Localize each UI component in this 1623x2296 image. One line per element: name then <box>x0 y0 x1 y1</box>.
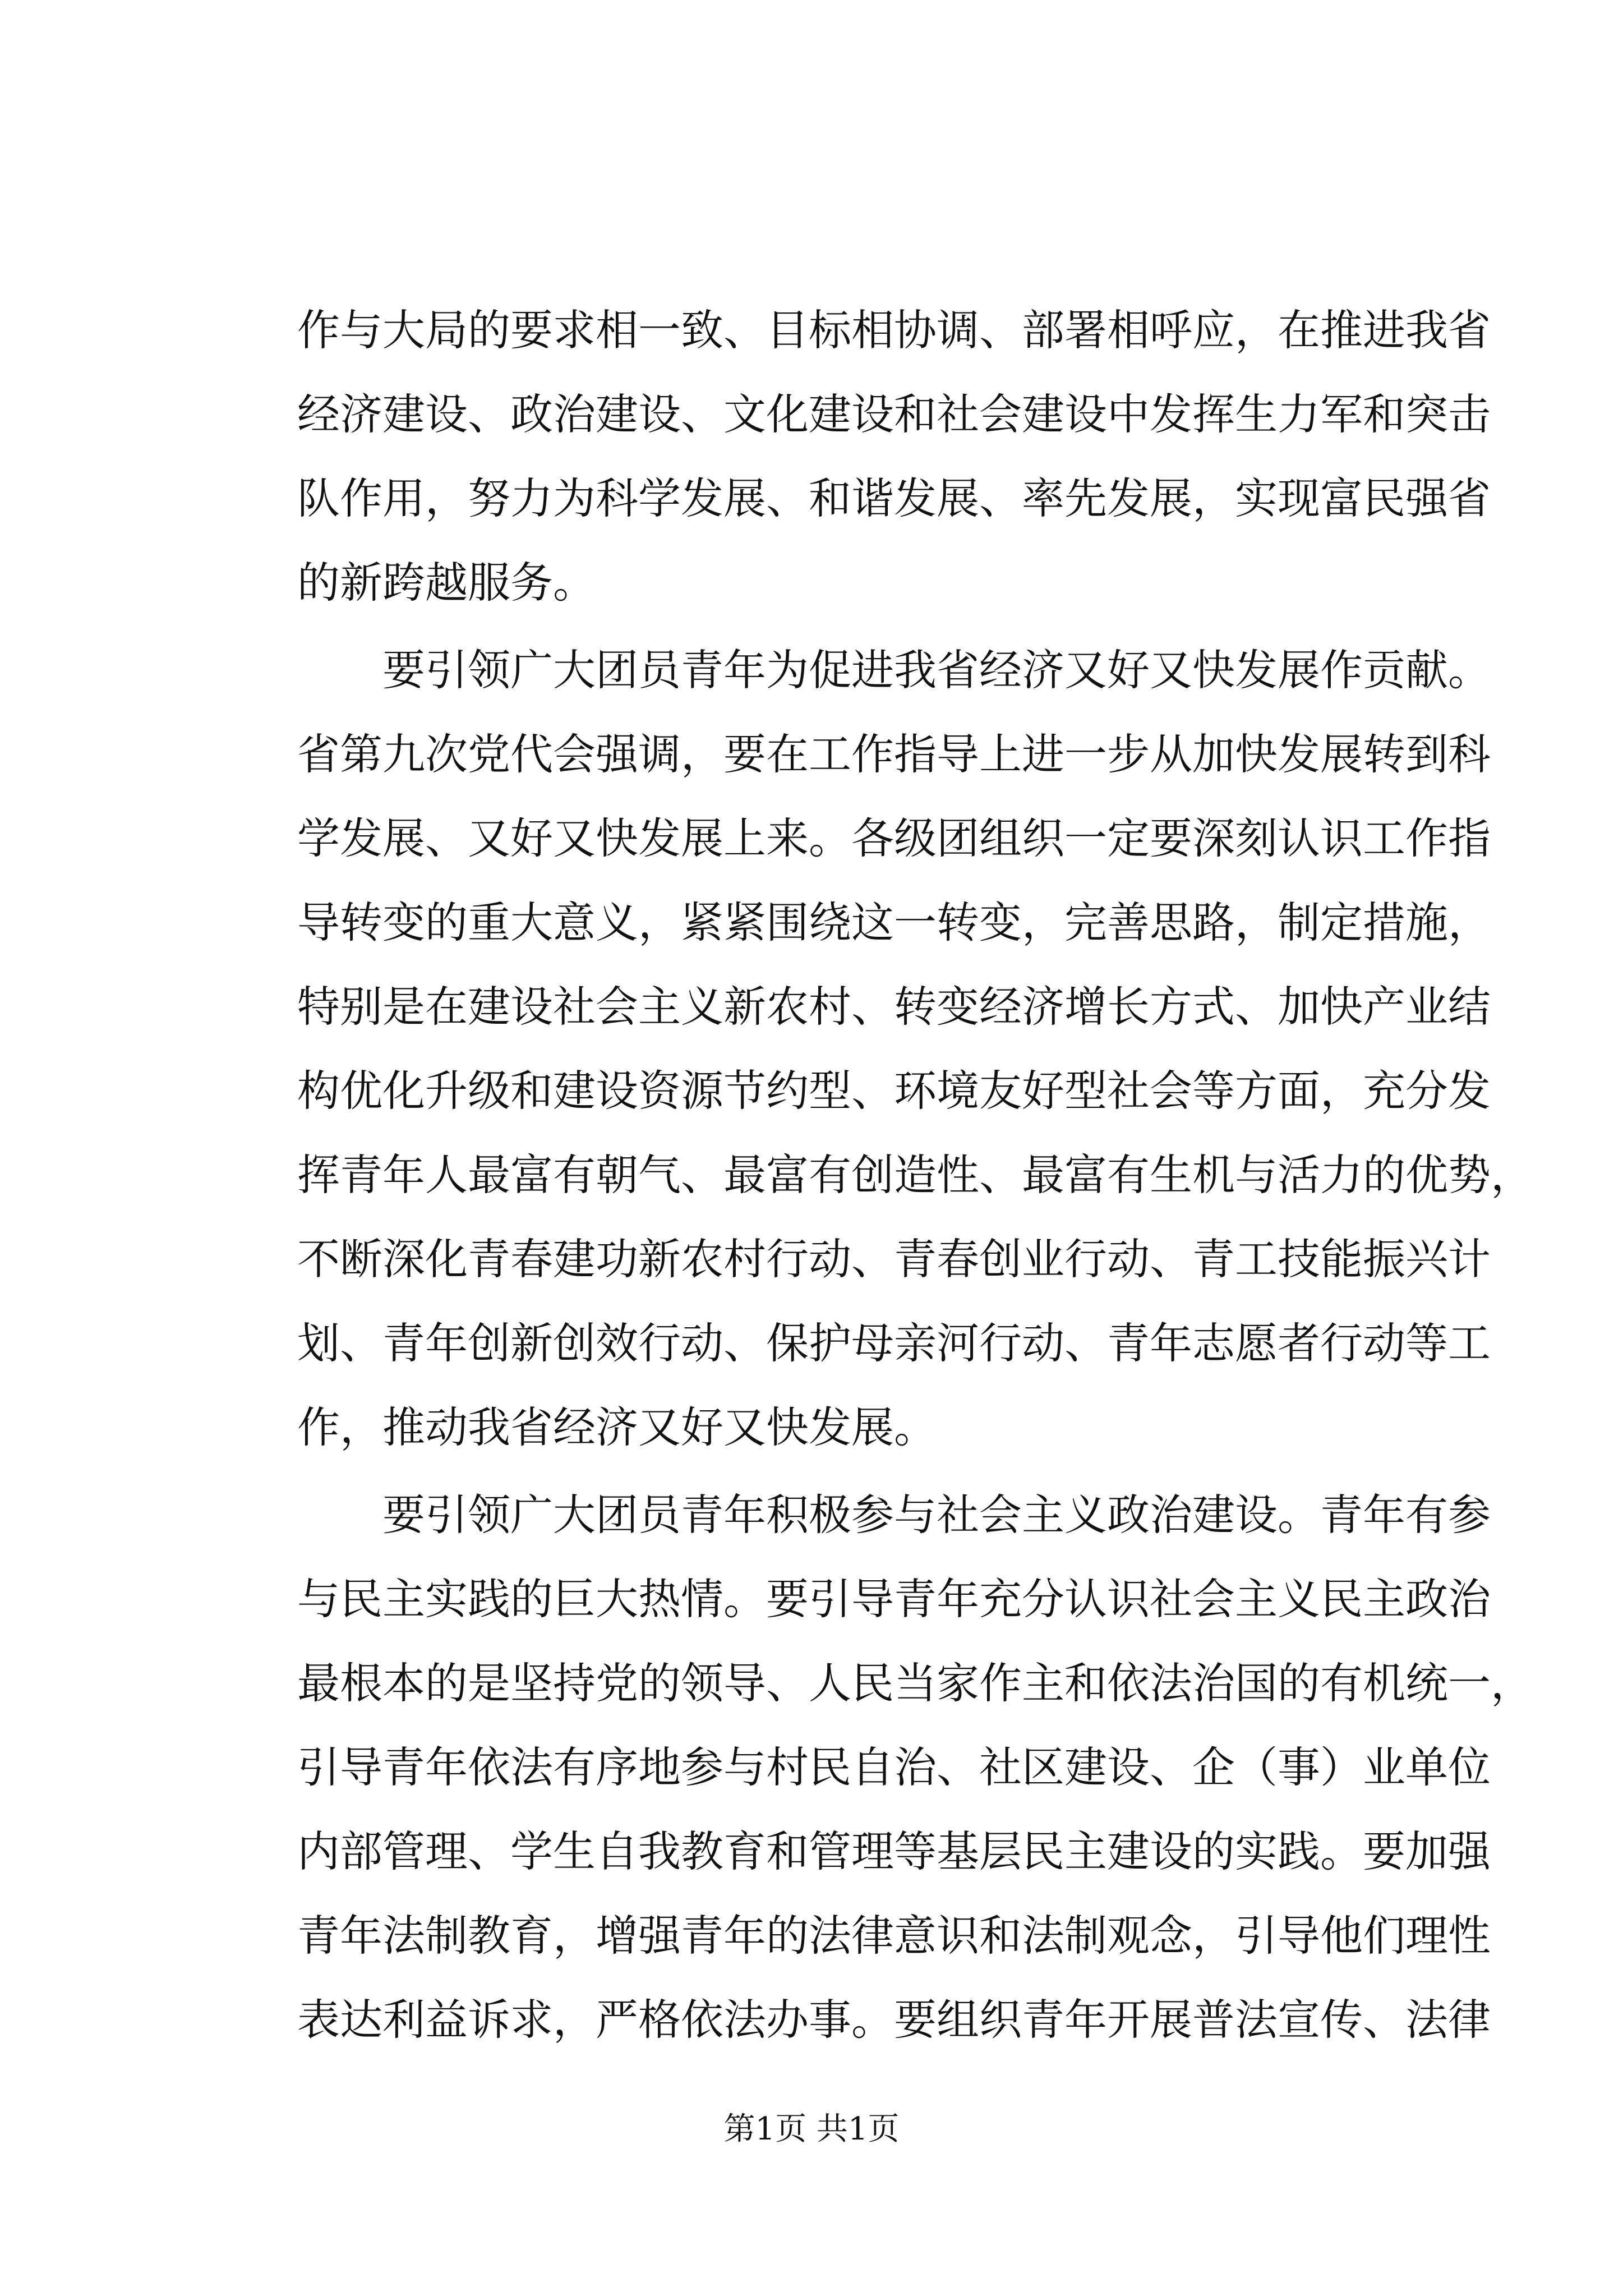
text-line: 引导青年依法有序地参与村民自治、社区建设、企（事）业单位 <box>297 1742 1491 1792</box>
text-line: 最根本的是坚持党的领导、人民当家作主和依法治国的有机统一， <box>297 1658 1533 1708</box>
text-line: 学发展、又好又快发展上来。各级团组织一定要深刻认识工作指 <box>297 813 1491 863</box>
text-line: 青年法制教育，增强青年的法律意识和法制观念，引导他们理性 <box>297 1911 1491 1961</box>
text-line: 构优化升级和建设资源节约型、环境友好型社会等方面，充分发 <box>297 1066 1491 1116</box>
text-line: 表达利益诉求，严格依法办事。要组织青年开展普法宣传、法律 <box>297 1995 1491 2045</box>
text-line: 作与大局的要求相一致、目标相协调、部署相呼应，在推进我省 <box>297 305 1491 355</box>
text-line: 省第九次党代会强调，要在工作指导上进一步从加快发展转到科 <box>297 729 1491 779</box>
text-line: 与民主实践的巨大热情。要引导青年充分认识社会主义民主政治 <box>297 1574 1491 1624</box>
paragraph-first-line: 要引领广大团员青年积极参与社会主义政治建设。青年有参 <box>382 1490 1491 1540</box>
page-number-footer: 第1页 共1页 <box>723 2111 900 2147</box>
text-line: 划、青年创新创效行动、保护母亲河行动、青年志愿者行动等工 <box>297 1318 1491 1368</box>
text-line: 挥青年人最富有朝气、最富有创造性、最富有生机与活力的优势， <box>297 1150 1533 1200</box>
text-line: 不断深化青春建功新农村行动、青春创业行动、青工技能振兴计 <box>297 1234 1491 1284</box>
paragraph-first-line: 要引领广大团员青年为促进我省经济又好又快发展作贡献。 <box>382 645 1491 695</box>
text-line: 内部管理、学生自我教育和管理等基层民主建设的实践。要加强 <box>297 1826 1491 1876</box>
text-line: 的新跨越服务。 <box>297 558 596 608</box>
text-line: 作，推动我省经济又好又快发展。 <box>297 1402 937 1452</box>
text-line: 特别是在建设社会主义新农村、转变经济增长方式、加快产业结 <box>297 982 1491 1032</box>
text-line: 队作用，努力为科学发展、和谐发展、率先发展，实现富民强省 <box>297 473 1491 523</box>
text-line: 经济建设、政治建设、文化建设和社会建设中发挥生力军和突击 <box>297 389 1491 439</box>
text-line: 导转变的重大意义，紧紧围绕这一转变，完善思路，制定措施， <box>297 898 1491 947</box>
